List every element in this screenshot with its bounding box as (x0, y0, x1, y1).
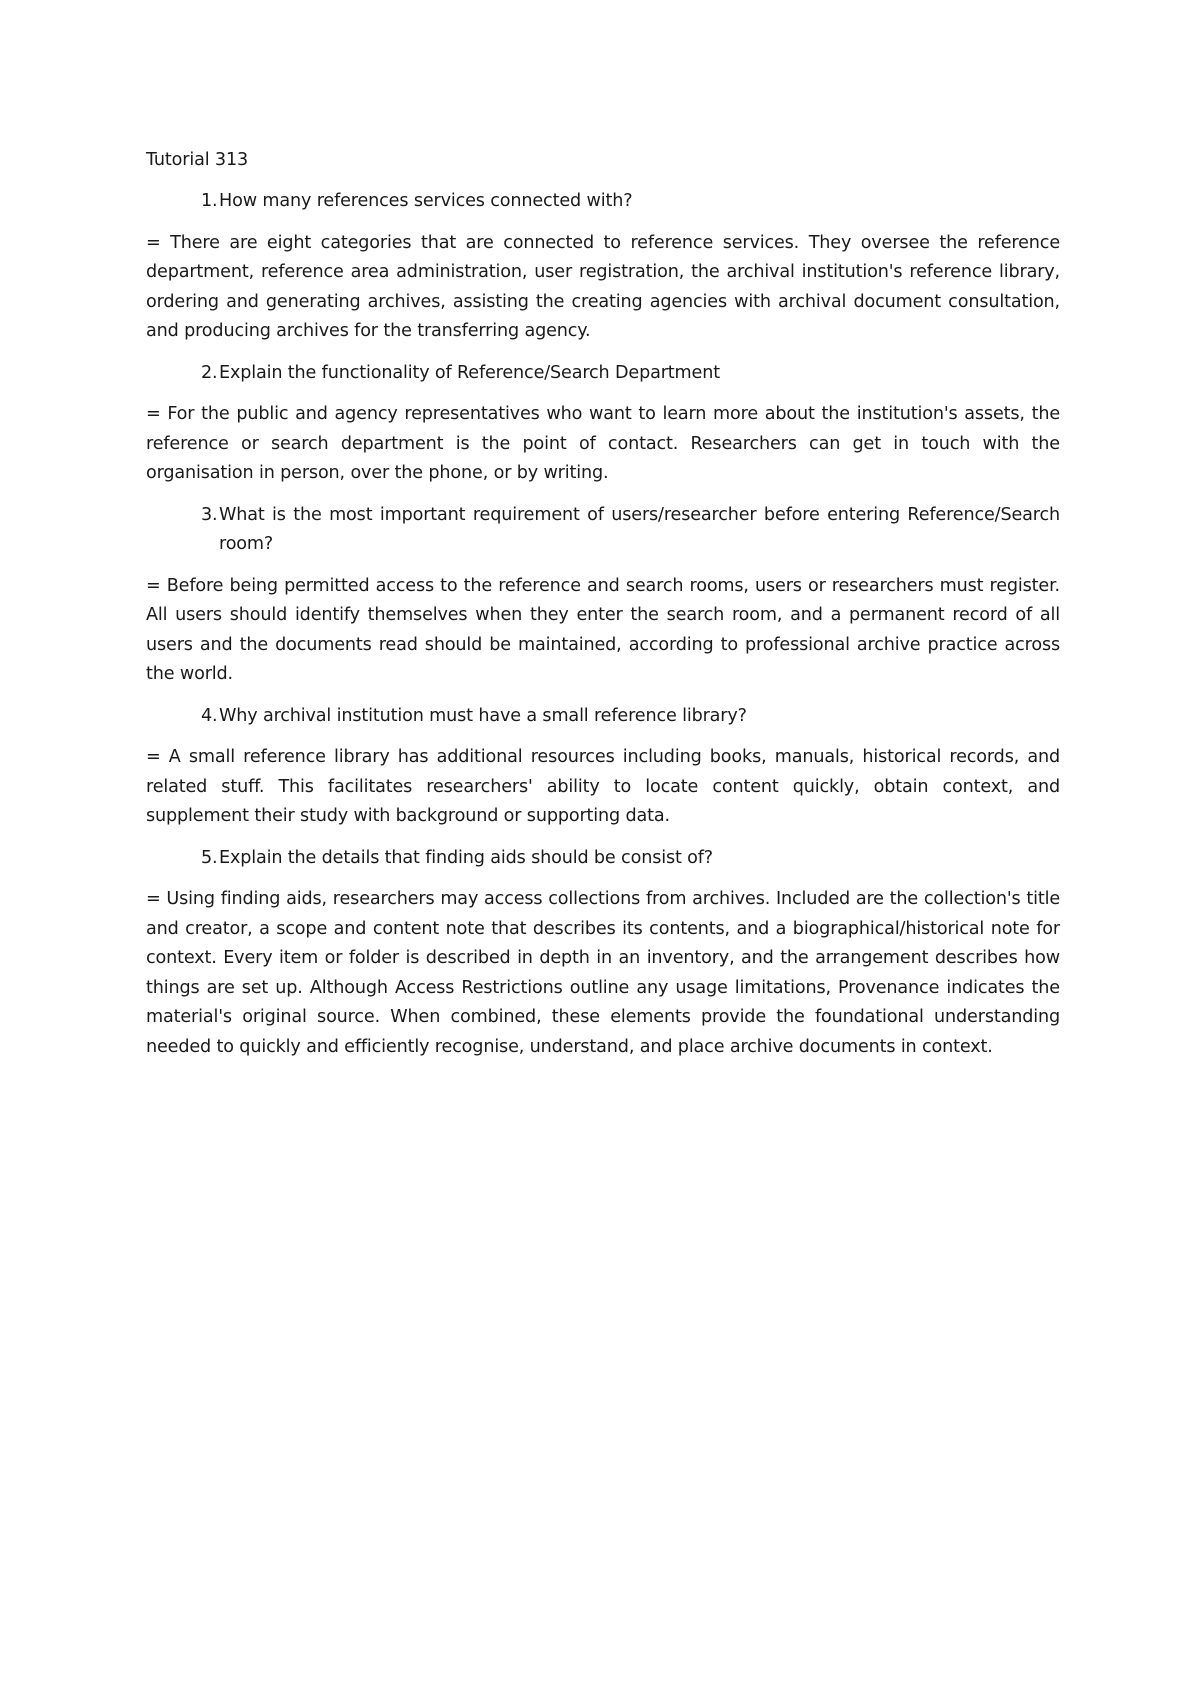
answer-1: = There are eight categories that are connected to reference services. They oversee the reference department, reference area administration, user registration, the archival institution's reference library, ordering and generating archives, assisting the creating agencies with archival document consultation, and producing archives for the transferring agency. (146, 232, 1060, 341)
question-2 (146, 359, 1060, 389)
question-number: 3. (201, 504, 218, 525)
question-text: Explain the functionality of Reference/Search Department (219, 362, 720, 383)
question-4 (146, 702, 1060, 732)
qa-item-4 (146, 702, 1060, 832)
document-body (146, 145, 1060, 1074)
answer-5: = Using finding aids, researchers may access collections from archives. Included are the collection's title and creator, a scope and content note that describes its contents, and a biographical/historical note for context. Every item or folder is described in depth in an inventory, and the arrangement describes how things are set up. Although Access Restrictions outline any usage limitations, Provenance indicates the material's original source. When combined, these elements provide the foundational understanding needed to quickly and efficiently recognise, understand, and place archive documents in context. (146, 889, 1060, 1057)
qa-item-1 (146, 187, 1060, 347)
question-5 (146, 844, 1060, 874)
question-number: 2. (201, 362, 218, 383)
question-text: Explain the details that finding aids should be consist of? (219, 847, 713, 868)
question-number: 5. (201, 847, 218, 868)
qa-item-2 (146, 359, 1060, 489)
question-text: How many references services connected with? (219, 191, 633, 211)
question-1 (146, 187, 1060, 217)
qa-item-5 (146, 844, 1060, 1063)
document-title: Tutorial 313 (146, 150, 249, 170)
question-number: 4. (201, 705, 218, 726)
question-text: What is the most important requirement of users/researcher before entering Reference/Search room? (219, 504, 1060, 554)
question-number: 1. (201, 191, 218, 211)
question-text: Why archival institution must have a small reference library? (219, 705, 747, 726)
answer-4: = A small reference library has additional resources including books, manuals, historical records, and related stuff. This facilitates researchers' ability to locate content quickly, obtain context, and supplement their study with background or supporting data. (146, 747, 1060, 826)
qa-item-3 (146, 501, 1060, 690)
question-3 (146, 501, 1060, 560)
answer-2: = For the public and agency representatives who want to learn more about the institution's assets, the reference or search department is the point of contact. Researchers can get in touch with the organisation in person, over the phone, or by writing. (146, 404, 1060, 483)
answer-3: = Before being permitted access to the reference and search rooms, users or researchers must register. All users should identify themselves when they enter the search room, and a permanent record of all users and the documents read should be maintained, according to professional archive practice across the world. (146, 575, 1060, 684)
